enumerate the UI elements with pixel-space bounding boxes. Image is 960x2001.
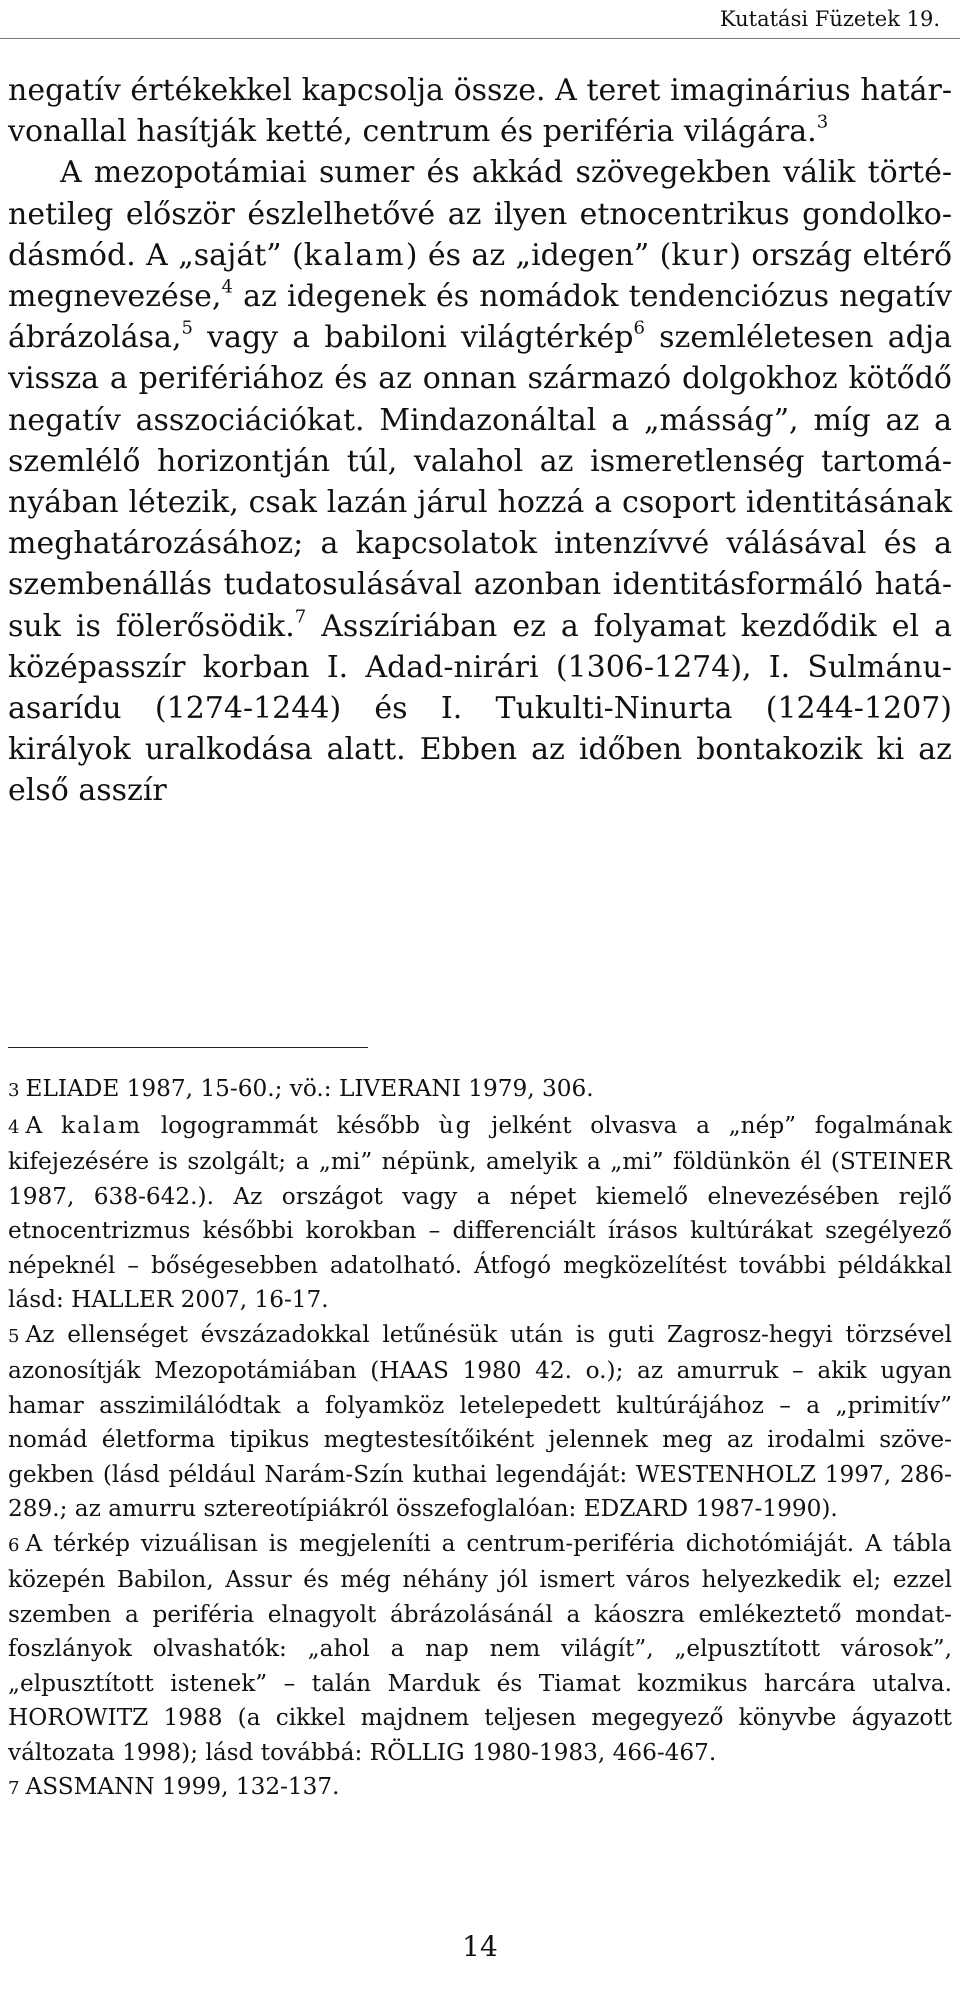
footnote-number: 5 [8, 1325, 20, 1347]
footnote-3 [8, 1072, 952, 1109]
term-ug: ùg [438, 1111, 473, 1139]
paragraph-1-text: negatív értékekkel kapcsolja össze. A teret imaginárius határvonallal hasítják ketté, centrum és periféria világára. [8, 73, 952, 150]
term-kur: kur [671, 237, 730, 273]
footnote-4 [8, 1109, 952, 1318]
header-rule [0, 38, 960, 39]
footnote-7 [8, 1770, 952, 1807]
footnote-text-c: jelként olvasva a „nép” fogalmának kifejezésére is szolgált; a „mi” népünk, amelyik a „mi” földünkön él (STEINER 1987, 638-642.). Az országot vagy a népet kiemelő elnevezésében rejlő etnocentrizmus későbbi korokban – differenciált írásos kultúrákat szegélyező népeknél – bőségesebben adatolható. Átfogó megközelítést további példákkal lásd: HALLER 2007, 16-17. [8, 1111, 953, 1313]
footnote-ref-7[interactable]: 7 [294, 606, 307, 628]
paragraph-2-text-b: ) és az „idegen” ( [405, 237, 672, 273]
footnote-number: 6 [8, 1534, 20, 1556]
paragraph-2-text-f: szemléletesen adja vissza a perifériához és az onnan származó dolgokhoz kötődő negatív asszociációkat. Mindazonáltal a „másság”, míg az a szemlélő horizontján túl, valahol az ismeretlenség tartományában létezik, csak lazán járul hozzá a csoport identitásának meghatározásához; a kapcsolatok intenzívvé válásával és a szembenállás tudatosulásával azonban identitásformáló hatásuk is fölerősödik. [8, 320, 952, 644]
footnote-ref-3[interactable]: 3 [816, 111, 829, 133]
footnote-ref-4[interactable]: 4 [221, 276, 233, 298]
footnote-number: 3 [8, 1080, 20, 1101]
paragraph-2-text-d: az idegenek és nomádok tendenciózus negatív ábrázolása, [8, 279, 952, 356]
footnote-text: ELIADE 1987, 15-60.; vö.: LIVERANI 1979, 306. [25, 1075, 594, 1102]
footnotes [8, 1072, 952, 1807]
paragraph-2-text-a: A mezopotámiai sumer és akkád szövegekben válik történetileg először észlelhetővé az ilyen etnocentrikus gondolkodásmód. A „saját” ( [8, 155, 952, 273]
term-kalam: kalam [303, 237, 406, 273]
footnote-ref-5[interactable]: 5 [181, 317, 193, 339]
main-text [8, 70, 952, 812]
footnote-text-a: A [25, 1111, 61, 1139]
paragraph-1 [8, 70, 952, 152]
running-header: Kutatási Füzetek 19. [719, 7, 940, 31]
footnote-number: 4 [8, 1116, 20, 1138]
footnote-ref-6[interactable]: 6 [633, 317, 645, 339]
page-number: 14 [462, 1930, 498, 1963]
footnote-text: Az ellenséget évszázadokkal letűnésük után is guti Zagrosz-hegyi törzsével azonosítják Mezopotámiában (HAAS 1980 42. o.); az amurruk – akik ugyan hamar asszimilálódtak a folyamköz letelepedett kultúrájához – a „primitív” nomád életforma tipikus megtestesítőiként jelennek meg az irodalmi szövegekben (lásd például Narám-Szín kuthai legendáját: WESTENHOLZ 1997, 286-289.; az amurru sztereotípiákról összefoglalóan: EDZARD 1987-1990). [8, 1320, 952, 1522]
footnote-6 [8, 1527, 952, 1771]
footnote-text-b: logogrammát később [142, 1111, 439, 1139]
paragraph-2-text-g: Asszíriában ez a folyamat kezdődik el a középasszír korban I. Adad-nirári (1306-1274), I. Sulmánuasarídu (1274-1244) és I. Tukulti-Ninurta (1244-1207) királyok uralkodása alatt. Ebben az időben bontakozik ki az első asszír [8, 608, 952, 809]
paragraph-2-text-c: ) ország eltérő megnevezése, [8, 237, 953, 315]
footnote-separator [8, 1047, 368, 1048]
footnote-5 [8, 1318, 952, 1527]
footnote-number: 7 [8, 1778, 20, 1799]
footnote-text: ASSMANN 1999, 132-137. [25, 1773, 340, 1800]
term-kalam: kalam [61, 1111, 143, 1139]
paragraph-2 [8, 152, 952, 811]
footnote-text: A térkép vizuálisan is megjeleníti a centrum-periféria dichotómiáját. A tábla közepén Babilon, Assur és még néhány jól ismert város helyezkedik el; ezzel szemben a periféria elnagyolt ábrázolásánál a káoszra emlékeztető mondatfoszlányok olvashatók: „ahol a nap nem világít”, „elpusztított városok”, „elpusztított istenek” – talán Marduk és Tiamat kozmikus harcára utalva. HOROWITZ 1988 (a cikkel majdnem teljesen megegyező könyvbe ágyazott változata 1998); lásd továbbá: RÖLLIG 1980-1983, 466-467. [8, 1529, 952, 1766]
paragraph-2-text-e: vagy a babiloni világtérkép [192, 320, 634, 356]
